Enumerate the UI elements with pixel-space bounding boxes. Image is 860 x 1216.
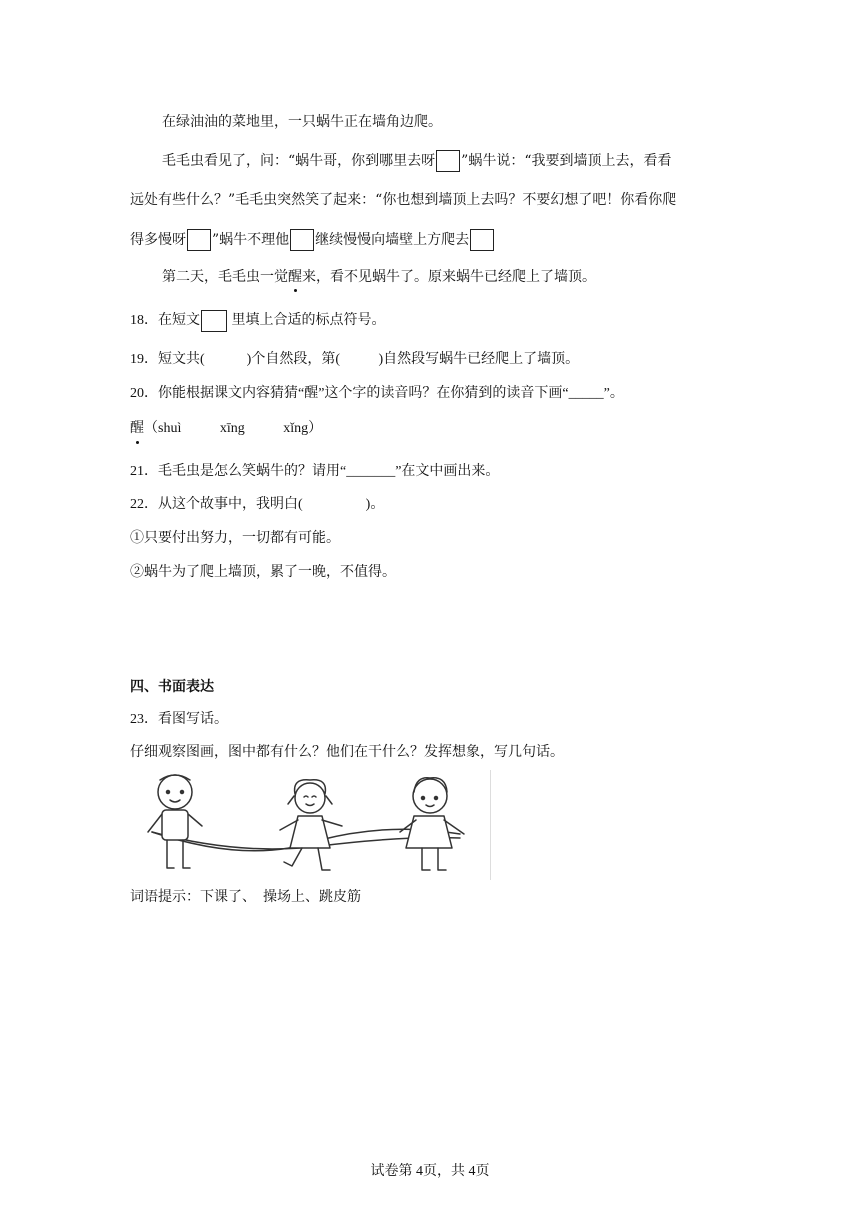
passage-text: 毛毛虫看见了，问：“蜗牛哥，你到哪里去呀 bbox=[162, 153, 436, 169]
page-footer bbox=[0, 1160, 860, 1180]
passage-paragraph-2-line-1 bbox=[162, 150, 671, 172]
question-text: 18．在短文 bbox=[130, 313, 200, 329]
question-21 bbox=[130, 462, 499, 482]
passage-text: 在绿油油的菜地里，一只蜗牛正在墙角边爬。 bbox=[162, 114, 442, 130]
question-22-option-1 bbox=[130, 529, 340, 549]
pinyin-options: （shuì xīng xǐng） bbox=[144, 421, 323, 436]
passage-paragraph-3 bbox=[162, 267, 596, 287]
passage-text: 来，看不见蜗牛了。原来蜗牛已经爬上了墙顶。 bbox=[302, 269, 596, 285]
question-22 bbox=[130, 495, 384, 515]
emphasized-character: 醒 bbox=[288, 269, 302, 285]
punctuation-box-3[interactable] bbox=[290, 229, 314, 251]
question-text: 21．毛毛虫是怎么笑蜗牛的？请用“_______”在文中画出来。 bbox=[130, 464, 500, 479]
question-20 bbox=[130, 384, 624, 404]
passage-paragraph-2-line-3 bbox=[130, 229, 495, 251]
question-22-option-2 bbox=[130, 563, 396, 583]
writing-instruction bbox=[130, 743, 564, 763]
passage-paragraph-1 bbox=[162, 112, 442, 132]
illustration-svg bbox=[130, 770, 490, 880]
punctuation-box-1[interactable] bbox=[436, 150, 460, 172]
question-19 bbox=[130, 350, 579, 370]
option-text: ②蜗牛为了爬上墙顶，累了一晚，不值得。 bbox=[130, 565, 396, 580]
passage-text: ”蜗牛不理他 bbox=[212, 232, 290, 248]
passage-text: 远处有些什么？”毛毛虫突然笑了起来：“你也想到墙顶上去吗？不要幻想了吧！你看你爬 bbox=[130, 192, 677, 208]
hint-text: 词语提示：下课了、 操场上、跳皮筋 bbox=[130, 890, 361, 905]
section-title: 四、书面表达 bbox=[130, 678, 214, 694]
child-left bbox=[148, 775, 202, 868]
children-jump-rope-illustration bbox=[130, 770, 491, 880]
passage-text: 第二天，毛毛虫一觉 bbox=[162, 269, 288, 285]
emphasized-character: 醒 bbox=[130, 419, 144, 439]
section-heading bbox=[130, 676, 214, 696]
punctuation-box-4[interactable] bbox=[470, 229, 494, 251]
question-text: 20．你能根据课文内容猜猜“醒”这个字的读音吗？在你猜到的读音下画“_____”。 bbox=[130, 386, 624, 401]
question-23 bbox=[130, 710, 228, 730]
passage-text: ”蜗牛说：“我要到墙顶上去，看看 bbox=[461, 153, 672, 169]
question-20-options bbox=[130, 419, 322, 439]
question-18 bbox=[130, 310, 386, 332]
question-text: 22．从这个故事中，我明白( )。 bbox=[130, 497, 385, 512]
instruction-text: 仔细观察图画，图中都有什么？他们在干什么？发挥想象，写几句话。 bbox=[130, 745, 564, 760]
passage-text: 得多慢呀 bbox=[130, 232, 186, 248]
question-text: 23．看图写话。 bbox=[130, 712, 228, 727]
question-text: 里填上合适的标点符号。 bbox=[228, 313, 386, 329]
child-middle bbox=[280, 780, 342, 870]
example-box bbox=[201, 310, 227, 332]
option-text: ①只要付出努力，一切都有可能。 bbox=[130, 531, 340, 546]
punctuation-box-2[interactable] bbox=[187, 229, 211, 251]
word-hints bbox=[130, 888, 361, 908]
passage-text: 继续慢慢向墙壁上方爬去 bbox=[315, 232, 470, 248]
child-right bbox=[400, 778, 464, 870]
question-text: 19．短文共( )个自然段，第( )自然段写蜗牛已经爬上了墙顶。 bbox=[130, 352, 580, 367]
passage-paragraph-2-line-2 bbox=[130, 190, 676, 210]
page-number: 试卷第 4页，共 4页 bbox=[370, 1164, 490, 1179]
